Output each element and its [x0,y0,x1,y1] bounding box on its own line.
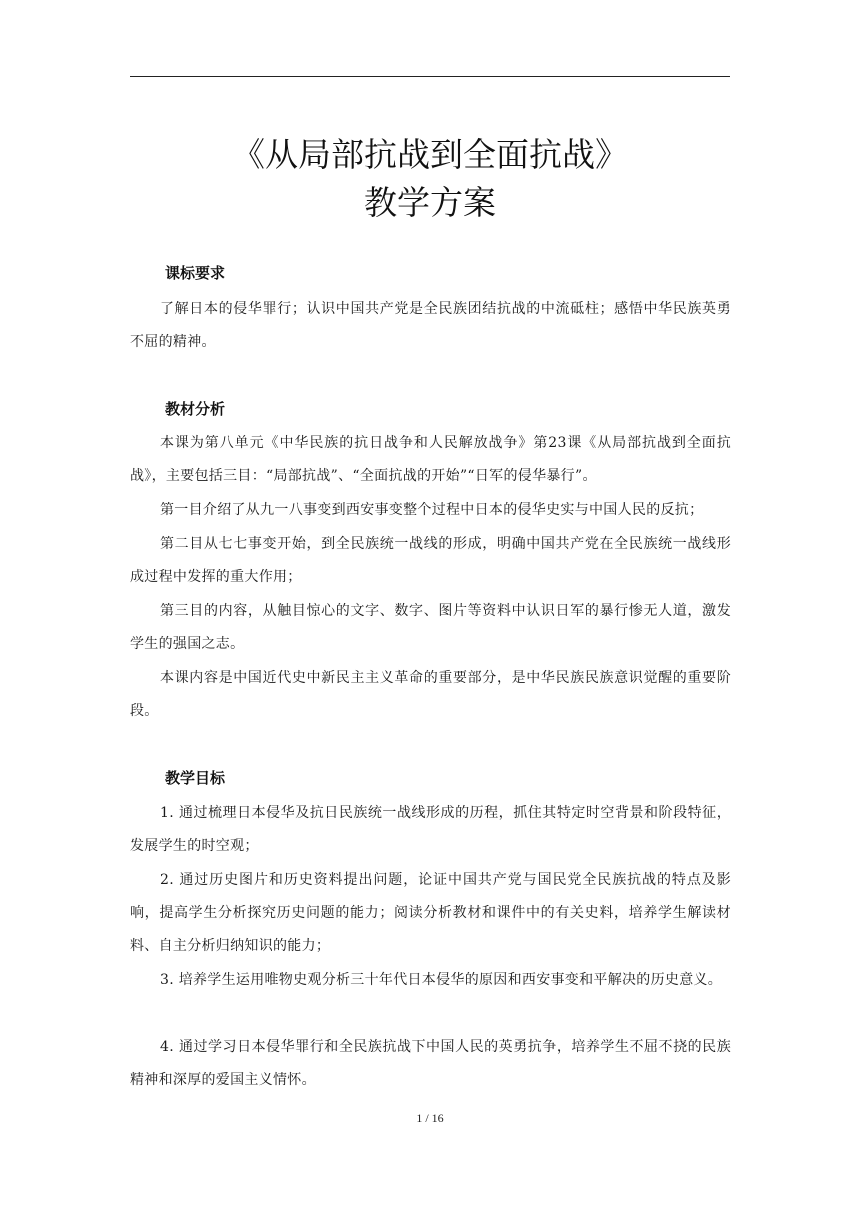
section-heading-curriculum: 课标要求 [165,264,226,282]
document-title: 《从局部抗战到全面抗战》 [232,135,628,174]
paragraph: 本课内容是中国近代史中新民主主义革命的重要部分，是中华民族民族意识觉醒的重要阶段。 [130,670,731,719]
paragraph: 了解日本的侵华罪行；认识中国共产党是全民族团结抗战的中流砥柱；感悟中华民族英勇不屈的精神。 [130,301,731,350]
objective-item: 1. 通过梳理日本侵华及抗日民族统一战线形成的历程，抓住其特定时空背景和阶段特征，发展学生的时空观； [130,805,731,854]
paragraph: 第三目的内容，从触目惊心的文字、数字、图片等资料中认识日军的暴行惨无人道，激发学生的强国之志。 [130,603,731,652]
paragraph: 第二目从七七事变开始，到全民族统一战线的形成，明确中国共产党在全民族统一战线形成过程中发挥的重大作用； [130,536,731,585]
section-heading-teaching-objectives: 教学目标 [165,769,226,787]
header-rule [130,76,730,77]
page-number: 1 / 16 [416,1111,444,1125]
paragraph: 本课为第八单元《中华民族的抗日战争和人民解放战争》第23课《从局部抗战到全面抗战》，主要包括三目：“局部抗战”、“全面抗战的开始”“日军的侵华暴行”。 [130,435,731,484]
objective-item: 3. 培养学生运用唯物史观分析三十年代日本侵华的原因和西安事变和平解决的历史意义。 [160,972,723,988]
objective-item: 2. 通过历史图片和历史资料提出问题，论证中国共产党与国民党全民族抗战的特点及影响，提高学生分析探究历史问题的能力；阅读分析教材和课件中的有关史料，培养学生解读材料、自主分析归纳知识的能力； [130,872,731,954]
section-heading-textbook-analysis: 教材分析 [165,400,226,418]
document-subtitle: 教学方案 [364,183,496,222]
paragraph: 第一目介绍了从九一八事变到西安事变整个过程中日本的侵华史实与中国人民的反抗； [160,502,704,518]
objective-item: 4. 通过学习日本侵华罪行和全民族抗战下中国人民的英勇抗争，培养学生不屈不挠的民族精神和深厚的爱国主义情怀。 [130,1039,731,1088]
